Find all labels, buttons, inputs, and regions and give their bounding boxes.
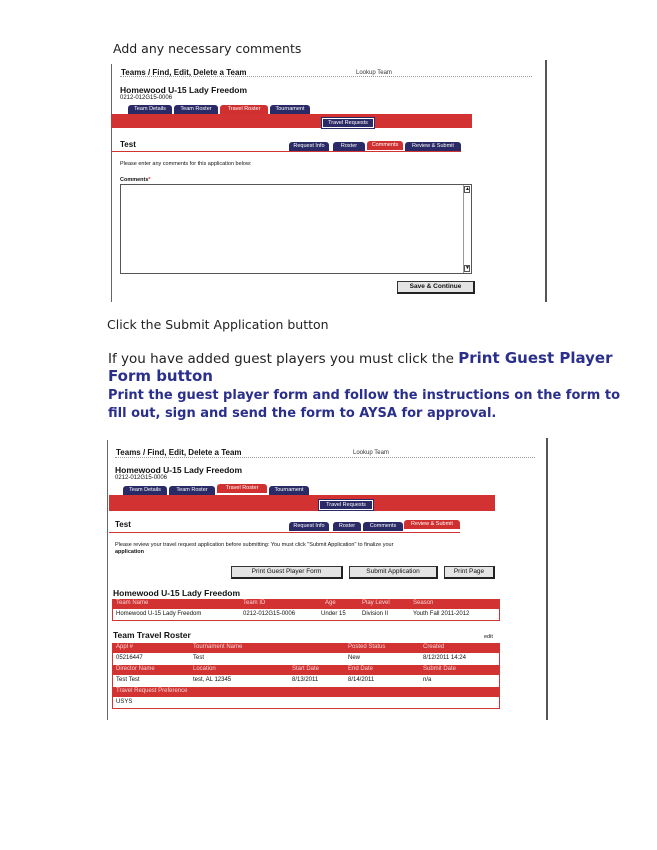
roster-cell: New [348,655,361,661]
subtitle: Test [120,140,136,149]
travel-bar [109,495,495,511]
roster-header-cell: Start Date [292,666,320,672]
save-continue-button[interactable]: Save & Continue [397,281,475,294]
page-title: Teams / Find, Edit, Delete a Team [121,68,247,77]
roster-header-cell: Location [193,666,216,672]
team-table-cell: 0212-012G15-0006 [243,611,296,617]
team-table-cell: Under 15 [321,611,346,617]
tab-comments[interactable]: Comments [363,522,403,531]
comments-prompt: Please enter any comments for this application below: [120,161,252,167]
team-table-header-cell: Team Name [116,600,149,606]
team-heading: Homewood U-15 Lady Freedom [113,588,241,598]
roster-cell: 05216447 [116,655,143,661]
instruction-text: If you have added guest players you must click the [108,351,459,367]
frame-right-border [545,60,547,302]
scroll-down-icon[interactable]: ▼ [465,265,470,271]
team-table-header-cell: Season [413,600,434,606]
print-page-button[interactable]: Print Page [444,566,495,579]
team-name: Homewood U-15 Lady Freedom [115,465,243,475]
instruction-line-1 [108,349,612,367]
roster-header-cell: Created [423,644,445,650]
title-divider [115,457,535,458]
roster-header-cell: Submit Date [423,666,457,672]
lookup-team-link[interactable]: Lookup Team [353,450,389,456]
travel-requests-button[interactable]: Travel Requests [322,118,374,128]
team-table-header-cell: Team ID [243,600,266,606]
tab-team-roster[interactable]: Team Roster [169,486,215,495]
roster-cell: 8/13/2011 [292,677,319,683]
print-guest-player-form-button[interactable]: Print Guest Player Form [231,566,343,579]
travel-requests-button[interactable]: Travel Requests [319,500,373,510]
tab-travel-roster[interactable]: Travel Roster [220,105,268,114]
travel-bar [111,114,472,128]
required-mark: * [148,177,151,183]
tab-roster[interactable]: Roster [333,142,365,151]
subtab-divider [111,151,461,152]
tab-review-submit[interactable]: Review & Submit [404,520,460,529]
roster-cell: 8/12/2011 14:24 [423,655,466,661]
tab-request-info[interactable]: Request Info [289,522,329,531]
frame-left-border [107,440,108,720]
instruction-line-3: Print the guest player form and follow the instructions on the form to [108,388,621,403]
instruction-emphasis: Print Guest Player [458,349,613,367]
team-table-header-cell: Play Level [362,600,390,606]
screenshot-comments [111,60,547,302]
team-code: 0212-012G15-0006 [120,95,173,101]
tab-team-details[interactable]: Team Details [123,486,167,495]
tab-team-details[interactable]: Team Details [128,105,172,114]
comments-label: Comments* [120,177,151,183]
roster-cell: n/a [423,677,432,683]
roster-cell: Test Test [116,677,140,683]
team-name: Homewood U-15 Lady Freedom [120,85,248,95]
tab-team-roster[interactable]: Team Roster [174,105,218,114]
roster-header-cell: Travel Request Preference [116,688,188,694]
roster-header-cell: Director Name [116,666,155,672]
review-instructions-cont: application [115,549,145,555]
roster-cell: Test [193,655,205,661]
scroll-up-icon[interactable]: ▲ [465,186,470,192]
caption-add-comments: Add any necessary comments [113,41,302,56]
team-table-cell: Homewood U-15 Lady Freedom [116,611,202,617]
lookup-team-link[interactable]: Lookup Team [356,70,392,76]
tab-roster[interactable]: Roster [333,522,361,531]
roster-heading: Team Travel Roster [113,630,191,640]
roster-cell: 8/14/2011 [348,677,375,683]
team-code: 0212-012G15-0006 [115,475,168,481]
edit-link[interactable]: edit [484,634,493,640]
scrollbar[interactable] [463,185,471,273]
caption-submit: Click the Submit Application button [107,317,329,332]
subtitle: Test [115,520,131,529]
team-table-cell: Division II [362,611,389,617]
instruction-line-2: Form button [108,367,213,385]
tab-review-submit[interactable]: Review & Submit [405,142,461,151]
frame-left-border [111,64,112,302]
tab-tournament[interactable]: Tournament [270,105,310,114]
screenshot-review-submit [107,438,548,720]
roster-header-cell: Tournament Name [193,644,243,650]
comments-textarea[interactable] [120,184,472,274]
roster-header-cell: End Date [348,666,374,672]
tab-travel-roster[interactable]: Travel Roster [217,484,267,493]
roster-header-cell: Posted Status [348,644,386,650]
team-table-header-cell: Age [325,600,336,606]
frame-right-border [546,438,548,720]
submit-application-button[interactable]: Submit Application [349,566,438,579]
team-table-cell: Youth Fall 2011-2012 [413,611,470,617]
tab-tournament[interactable]: Tournament [269,486,309,495]
roster-header-cell: Appl # [116,644,134,650]
subtab-divider [109,532,460,533]
page-title: Teams / Find, Edit, Delete a Team [116,448,242,457]
instruction-line-4: fill out, sign and send the form to AYSA for approval. [108,406,497,421]
tab-comments[interactable]: Comments [367,141,403,150]
review-instructions: Please review your travel request application before submitting: You must click "Submit Application" to finalize your [115,542,394,548]
tab-request-info[interactable]: Request Info [289,142,329,151]
team-table-header [112,599,500,609]
roster-cell: USYS [116,699,133,705]
roster-cell: test, AL 12345 [193,677,232,683]
